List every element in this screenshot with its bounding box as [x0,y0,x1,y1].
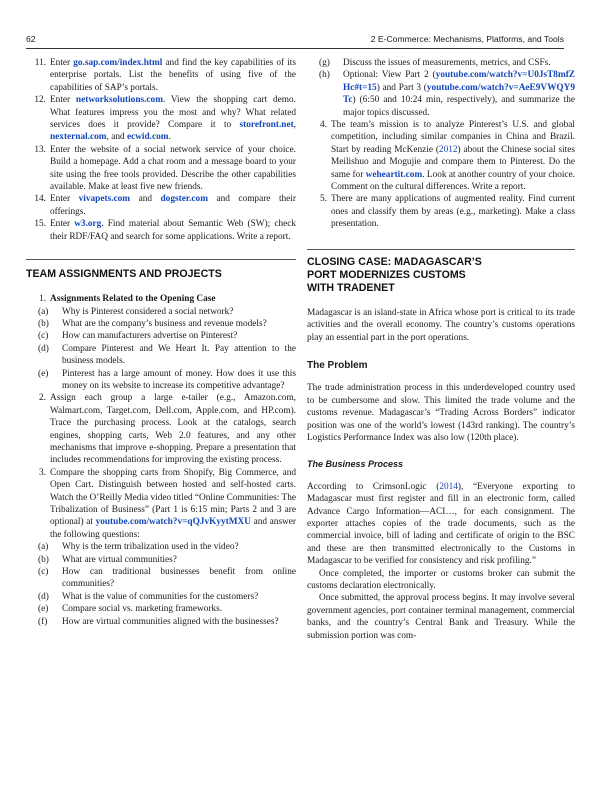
item-text: and find the key capabilities of its enterprise portals. List the benefits of using five of the capabilities of SAP’s portals. [50,58,296,93]
sub-text: Pinterest has a large amount of money. How does it use this money on its website to increase its competitive advantage? [62,368,296,391]
citation-mckenzie[interactable]: 2012 [438,144,458,155]
item-text: Enter [50,219,75,230]
link-weheartit[interactable]: weheartit.com [365,169,423,180]
sub-question-g [319,57,575,69]
business-process-heading: The Business Process [307,459,404,470]
item-number: 5. [320,194,327,205]
item-number: 11. [34,58,46,68]
item-text: , [293,120,296,131]
sub-question [38,566,296,591]
sub-text: What are virtual communities? [62,554,177,565]
item-number: 13. [34,144,46,155]
link-youtube-part3[interactable]: youtube.com/watch?v=AeE9VWQY9Tc [343,82,575,106]
team-assignments-heading: TEAM ASSIGNMENTS AND PROJECTS [26,268,222,281]
sub-letter: (d) [38,591,49,602]
case-intro: Madagascar is an island-state in Africa whose port is critical to its trade activities and the overall economy. The country’s customs operations play an essential part in the port operations. [307,307,575,343]
sub-text: How are virtual communities aligned with the businesses? [62,616,279,627]
team-assignment-3 [26,467,296,541]
sub-letter: (c) [38,567,49,578]
closing-case-heading [307,256,575,295]
sub-question [38,306,296,318]
sub-letter: (a) [38,306,49,317]
exercise-14 [26,193,296,218]
item-text: and answer the following questions: [50,517,296,540]
sub-text: What are the company’s business and revenue models? [62,318,267,329]
section-rule [26,259,296,260]
sub-question [38,554,296,566]
item-number: 4. [320,120,327,131]
team-assignment-2 [26,392,296,466]
sub-letter: (h) [319,70,330,81]
item-number: 1. [39,294,46,305]
sub-question [38,541,296,553]
link-ecwid[interactable]: ecwid.com [126,132,169,143]
sub-text: ) and Part 3 ( [376,82,427,93]
case-heading-line: PORT MODERNIZES CUSTOMS [307,268,466,281]
link-vivapets[interactable]: vivapets.com [78,194,131,205]
link-youtube-tribalization[interactable]: youtube.com/watch?v=qQJvKyytMXU [95,517,251,528]
sub-question [38,591,296,603]
link-storefront[interactable]: storefront.net [239,120,294,131]
item-number: 12. [34,95,46,106]
chapter-title: 2 E-Commerce: Mechanisms, Platforms, and Tools [370,34,564,44]
item-text: . Find material about Semantic Web (SW); check their RDF/FAQ and search for some applications. Write a report. [50,219,296,242]
para-text: ), “Everyone exporting to Madagascar must first register and fill in an electronic form, called Advance Cargo Information—ACI…, for each consignment. The exporter attaches copies of the trade documents, such as the commercial invoice, bill of lading and certificate of origin to the BSC and these are then transmitted electronically to the Customs in Madagascar to be verified for consistency and risk profiling.” [307,481,575,567]
problem-heading: The Problem [307,359,368,371]
item-text: , and [106,132,127,143]
item-text: ) about the Chinese social sites Meilishuo and Mogujie and compare them to Pinterest. Do the same for [331,144,575,180]
exercise-12 [26,94,296,144]
sub-question [38,343,296,368]
header-rule [26,48,564,49]
sub-letter: (b) [38,554,49,565]
sub-text: How can traditional businesses benefit from online communities? [62,567,296,590]
link-sap[interactable]: go.sap.com/index.html [73,58,163,68]
link-youtube-part2[interactable]: youtube.com/watch?v=U0JsT8mfZHc#t=15 [343,70,575,93]
sub-letter: (f) [38,616,48,627]
exercise-11 [26,57,296,94]
sub-question-h [319,69,575,119]
sub-text: Optional: View Part 2 ( [343,70,436,81]
sub-letter: (b) [38,318,49,329]
section-rule [307,249,575,250]
para-text: According to CrimsonLogic ( [307,481,440,492]
problem-text: The trade administration process in this underdeveloped country used to be cumbersome and slow. This limited the trade volume and the customs revenue. Madagascar’s “Trading Across Borders” indicator position was one of the world’s lowest (143rd ranking). The country’s Logistics Performance Index was also low (120th place). [307,383,575,443]
item-text: Enter [50,58,74,68]
item-text: . View the shopping cart demo. What features impress you the most and why? What related services does it provide? Compare it to [50,95,296,131]
team-assignment-1 [26,293,296,305]
left-column [26,57,296,628]
item-text: Assign each group a large e-tailer (e.g., Amazon.com, Walmart.com, Target.com, Dell.com, Apple.com, and HP.com). Trace the purchasing process. Look at the catalogs, search engines, shopping carts, Web 2.0 features, and any other mechanisms that improve e-shopping. Prepare a presentation that includes recommendations for improving the existing process. [50,393,296,466]
sub-letter: (c) [38,331,49,342]
business-process-para-3: Once submitted, the approval process begins. It may involve several government agencies, port container terminal management, commercial banks, and the country’s Central Bank and Treasury. While the submission portion was com- [307,593,575,641]
sub-text: Why is Pinterest considered a social network? [62,306,234,317]
item-number: 2. [39,393,46,404]
sub-text: Why is the term tribalization used in the video? [62,542,239,553]
page-number: 62 [26,34,36,44]
sub-letter: (a) [38,542,49,553]
sub-letter: (e) [38,368,49,379]
item-text: Compare the shopping carts from Shopify, Big Commerce, and Open Cart. Distinguish between hosted and self-hosted carts. Watch the O’Reilly Media video titled “Online Communities: The Tribalization of Business” (Part 1 is 6:15 min; Parts 2 and 3 are optional) at [50,467,296,528]
item-number: 14. [34,194,46,205]
business-process-para-2: Once completed, the importer or customs broker can submit the customs declaration electronically. [307,568,575,591]
sub-text: Compare social vs. marketing frameworks. [62,604,223,615]
case-heading-line: WITH TRADENET [307,281,395,294]
assignment-title: Assignments Related to the Opening Case [50,294,216,305]
citation-crimsonlogic[interactable]: 2014 [439,481,458,492]
team-assignment-4 [307,119,575,193]
link-networksolutions[interactable]: networksolutions.com [75,95,163,106]
item-text: Enter [50,95,76,106]
link-w3[interactable]: w3.org [74,219,102,230]
link-dogster[interactable]: dogster.com [160,194,208,205]
sub-question [38,603,296,615]
item-text: and [130,194,161,205]
sub-text: Compare Pinterest and We Heart It. Pay attention to the business models. [62,343,296,367]
business-process-para-1 [307,481,575,568]
item-text: There are many applications of augmented reality. Find current ones and classify them by areas (e.g., marketing). Make a class presentation. [331,194,575,230]
link-nexternal[interactable]: nexternal.com [50,132,107,143]
sub-letter: (g) [319,58,330,68]
sub-letter: (d) [38,343,49,354]
sub-text: What is the value of communities for the customers? [62,591,259,602]
item-text: . [168,132,171,143]
sub-question [38,318,296,330]
sub-text: How can manufacturers advertise on Pinterest? [62,331,238,342]
sub-text: ) (6:50 and 10:24 min, respectively), and summarize the major topics discussed. [343,95,575,118]
team-assignment-5 [307,193,575,230]
item-number: 15. [34,219,46,230]
sub-question [38,330,296,342]
sub-question [38,368,296,393]
right-column [307,57,575,642]
item-text: . Look at another country of your choice. Comment on the cultural differences. Write a report. [331,169,576,193]
item-number: 3. [39,467,46,478]
exercise-13 [26,144,296,194]
sub-letter: (e) [38,604,49,615]
item-text: Enter the website of a social network service of your choice. Build a homepage. Add a chat room and a message board to your site using the free tools provided. Describe the other capabilities available. Make at least five new friends. [50,144,296,193]
page-header [26,34,564,48]
item-text: and compare their offerings. [50,194,296,217]
sub-question [38,616,296,628]
item-text: The team’s mission is to analyze Pinterest’s U.S. and global competition, including similar companies in China and Brazil. Start by reading McKenzie ( [331,120,575,155]
sub-text: Discuss the issues of measurements, metrics, and CSFs. [343,58,551,68]
exercise-15 [26,218,296,243]
item-text: Enter [50,194,79,205]
case-heading-line: CLOSING CASE: MADAGASCAR’S [307,255,482,268]
